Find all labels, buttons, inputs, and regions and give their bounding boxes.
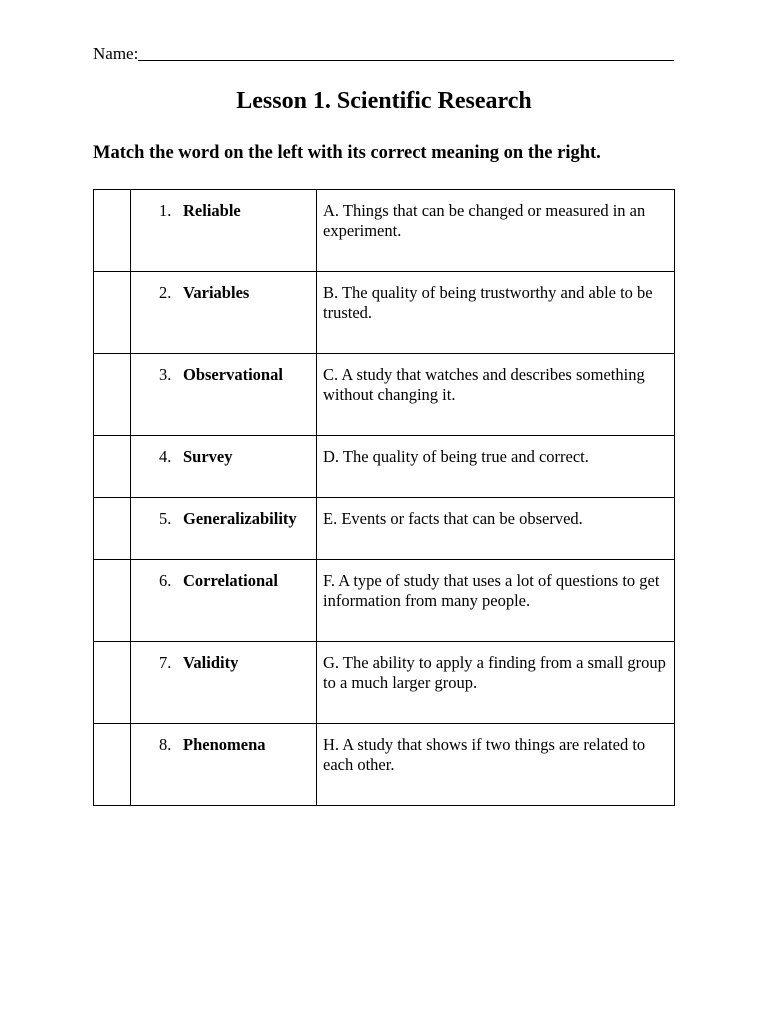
term-word: Validity (183, 653, 239, 672)
matching-table (93, 189, 675, 806)
definition-text: D. The quality of being true and correct. (323, 447, 589, 466)
definition-text: F. A type of study that uses a lot of questions to get information from many people. (323, 571, 660, 610)
answer-blank[interactable] (94, 436, 131, 498)
term-word: Reliable (183, 201, 241, 220)
name-line (93, 42, 674, 64)
table-row (94, 560, 675, 642)
instructions: Match the word on the left with its correct meaning on the right. (93, 143, 601, 163)
term-cell (131, 724, 317, 806)
answer-blank[interactable] (94, 560, 131, 642)
term-cell (131, 190, 317, 272)
term-cell (131, 560, 317, 642)
term-cell (131, 272, 317, 354)
term-number: 4. (159, 447, 172, 466)
term-word: Survey (183, 447, 233, 466)
table-row (94, 354, 675, 436)
name-blank-line[interactable] (138, 43, 674, 61)
term-word: Correlational (183, 571, 279, 590)
definition-cell (317, 436, 675, 498)
term-cell (131, 642, 317, 724)
term-number: 8. (159, 735, 172, 754)
table-row (94, 724, 675, 806)
definition-cell (317, 190, 675, 272)
definition-cell (317, 560, 675, 642)
definition-cell (317, 272, 675, 354)
answer-blank[interactable] (94, 642, 131, 724)
answer-blank[interactable] (94, 272, 131, 354)
answer-blank[interactable] (94, 724, 131, 806)
term-number: 1. (159, 201, 172, 220)
table-row (94, 498, 675, 560)
definition-text: G. The ability to apply a finding from a small group to a much larger group. (323, 653, 666, 692)
term-word: Phenomena (183, 735, 266, 754)
term-number: 7. (159, 653, 172, 672)
definition-cell (317, 498, 675, 560)
table-row (94, 190, 675, 272)
definition-text: E. Events or facts that can be observed. (323, 509, 583, 528)
term-number: 2. (159, 283, 172, 302)
term-number: 6. (159, 571, 172, 590)
answer-blank[interactable] (94, 190, 131, 272)
definition-text: B. The quality of being trustworthy and able to be trusted. (323, 283, 653, 322)
definition-cell (317, 354, 675, 436)
term-cell (131, 498, 317, 560)
term-word: Variables (183, 283, 250, 302)
definition-cell (317, 724, 675, 806)
term-number: 3. (159, 365, 172, 384)
definition-text: A. Things that can be changed or measured in an experiment. (323, 201, 646, 240)
term-word: Observational (183, 365, 283, 384)
definition-text: C. A study that watches and describes something without changing it. (323, 365, 645, 404)
term-number: 5. (159, 509, 172, 528)
definition-text: H. A study that shows if two things are related to each other. (323, 735, 646, 774)
table-row (94, 642, 675, 724)
definition-cell (317, 642, 675, 724)
term-cell (131, 354, 317, 436)
name-label: Name: (93, 44, 139, 63)
table-row (94, 436, 675, 498)
term-cell (131, 436, 317, 498)
answer-blank[interactable] (94, 498, 131, 560)
answer-blank[interactable] (94, 354, 131, 436)
page-title: Lesson 1. Scientific Research (236, 88, 532, 114)
term-word: Generalizability (183, 509, 297, 528)
table-row (94, 272, 675, 354)
